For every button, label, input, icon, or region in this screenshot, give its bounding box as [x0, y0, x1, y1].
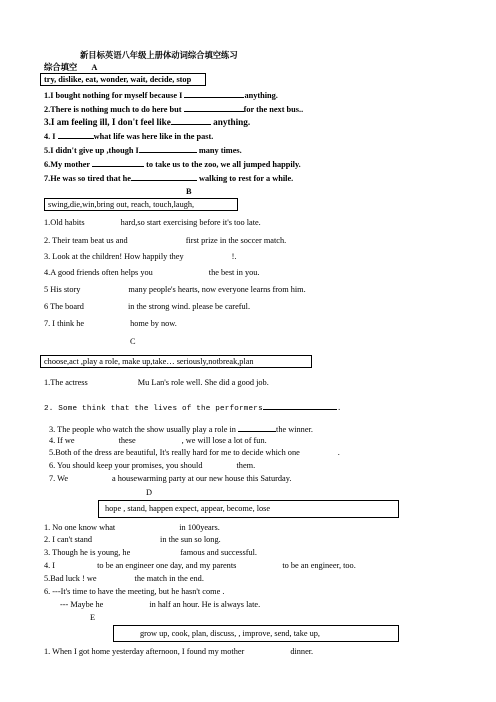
item-text: what life was here like in the past.: [93, 132, 214, 141]
item-text: 7. I think he: [44, 319, 85, 328]
item-text: Mu Lan's role well. She did a good job.: [137, 378, 269, 387]
section-c-letter: C: [130, 337, 136, 346]
section-e-word-box: grow up, cook, plan, discuss, , improve, send, take up,: [113, 625, 399, 642]
item-text: first prize in the soccer match.: [185, 236, 287, 245]
section-b-item-3: [44, 251, 236, 262]
item-text: them.: [236, 461, 256, 470]
item-text: 3. The people who watch the show usually play a role in: [49, 425, 239, 434]
item-text: in half an hour. He is always late.: [149, 600, 261, 609]
section-e-item-1: [44, 646, 313, 657]
section-d-item-4: [44, 560, 356, 571]
item-text: the best in you.: [208, 268, 260, 277]
item-text: to take us to the zoo, we all jumped happily.: [144, 160, 301, 169]
item-text: 5 His story: [44, 285, 81, 294]
item-text: 6. You should keep your promises, you should: [49, 461, 203, 470]
item-text: .: [336, 405, 342, 413]
section-b-letter: B: [186, 187, 192, 196]
section-a-item-4: [44, 130, 213, 142]
answer-blank[interactable]: [184, 103, 244, 112]
item-text: 1.I bought nothing for myself because I: [44, 91, 185, 100]
section-b-item-1: [44, 217, 261, 228]
item-text: 2. I can't stand: [44, 535, 93, 544]
answer-blank[interactable]: [139, 144, 197, 153]
section-d-letter: D: [146, 488, 152, 497]
item-text: 2. Some think that the lives of the performers: [44, 405, 263, 413]
item-text: dinner.: [290, 647, 314, 656]
item-text: 1. No one know what: [44, 523, 116, 532]
section-c-item-7: [49, 473, 291, 484]
answer-blank[interactable]: [131, 172, 197, 181]
item-text: many times.: [196, 146, 242, 155]
section-e-letter: E: [90, 613, 96, 622]
section-a-item-2: [44, 103, 303, 115]
item-text: 4. If we: [49, 436, 75, 445]
answer-blank[interactable]: [171, 116, 211, 125]
item-text: 3.I am feeling ill, I don't feel like: [44, 117, 171, 127]
section-b-item-4: [44, 267, 259, 278]
item-text: 6 The board: [44, 302, 84, 311]
answer-blank[interactable]: [58, 130, 94, 139]
section-d-item-3: [44, 547, 257, 558]
item-text: 5.Bad luck ! we: [44, 574, 97, 583]
section-a-item-1: [44, 89, 278, 101]
section-a-heading-label: 综合填空: [44, 63, 78, 72]
item-text: 3. Look at the children! How happily they: [44, 252, 184, 261]
section-d-item-1: [44, 522, 220, 533]
item-text: 4.A good friends often helps you: [44, 268, 153, 277]
section-a-heading: [44, 62, 97, 73]
answer-blank[interactable]: [184, 89, 244, 98]
item-text: in the strong wind. please be careful.: [127, 302, 251, 311]
item-text: home by now.: [130, 319, 177, 328]
section-c-item-4: [49, 435, 267, 446]
item-text: anything.: [210, 117, 251, 127]
section-d-item-6: [44, 586, 224, 597]
section-a-item-3: [44, 116, 250, 128]
item-text: anything.: [244, 91, 278, 100]
item-text: !.: [231, 252, 237, 261]
item-text: for the next bus..: [243, 105, 304, 114]
item-text: 5.Both of the dress are beautiful, It's really hard for me to decide which one: [49, 448, 300, 457]
section-d-item-6-reply: [60, 599, 260, 610]
item-text: 7.He was so tired that he: [44, 174, 131, 183]
item-text: 3. Though he is young, he: [44, 548, 131, 557]
section-a-word-box: try, dislike, eat, wonder, wait, decide, stop: [40, 73, 206, 86]
item-text: 2.There is nothing much to do here but: [44, 105, 184, 114]
item-text: these: [118, 436, 136, 445]
item-text: 6.My mother: [44, 160, 93, 169]
section-a-item-6: [44, 158, 301, 170]
item-text: , we will lose a lot of fun.: [181, 436, 267, 445]
item-text: --- Maybe he: [60, 600, 104, 609]
section-c-item-3: [49, 423, 313, 435]
section-d-word-box: hope , stand, happen expect, appear, become, lose: [98, 500, 399, 518]
item-text: 5.I didn't give up ,though I: [44, 146, 139, 155]
section-b-item-7: [44, 318, 177, 329]
section-b-item-2: [44, 235, 286, 246]
item-text: famous and successful.: [180, 548, 258, 557]
item-text: many people's hearts, now everyone learns from him.: [128, 285, 306, 294]
item-text: a housewarming party at our new house this Saturday.: [112, 474, 292, 483]
item-text: 1.Old habits: [44, 218, 85, 227]
section-b-word-box: swing,die,win,bring out, reach, touch,laugh,: [44, 198, 238, 211]
item-text: 1. When I got home yesterday afternoon, I found my mother: [44, 647, 245, 656]
item-text: .: [337, 448, 340, 457]
item-text: 1.The actress: [44, 378, 88, 387]
item-text: hard,so start exercising before it's too late.: [120, 218, 261, 227]
item-text: the winner.: [276, 425, 313, 434]
section-a-item-5: [44, 144, 242, 156]
section-d-item-2: [44, 534, 221, 545]
section-c-item-2: [44, 401, 342, 415]
item-text: walking to rest for a while.: [196, 174, 294, 183]
section-c-item-6: [49, 460, 255, 471]
page-title: 新目标英语八年级上册体动词综合填空练习: [80, 51, 238, 60]
section-d-item-5: [44, 573, 204, 584]
answer-blank[interactable]: [238, 423, 276, 432]
section-c-item-5: [49, 447, 340, 458]
item-text: to be an engineer one day, and my parents: [97, 561, 237, 570]
item-text: 7. We: [49, 474, 68, 483]
item-text: to be an engineer, too.: [282, 561, 356, 570]
item-text: 4. I: [44, 132, 58, 141]
section-c-item-1: [44, 377, 269, 388]
item-text: 6. ---It's time to have the meeting, but he hasn't come .: [44, 587, 225, 596]
answer-blank[interactable]: [263, 401, 337, 410]
item-text: in 100years.: [179, 523, 220, 532]
section-b-item-6: [44, 301, 250, 312]
item-text: 4. I: [44, 561, 56, 570]
item-text: the match in the end.: [134, 574, 204, 583]
answer-blank[interactable]: [92, 158, 144, 167]
section-a-item-7: [44, 172, 293, 184]
item-text: 2. Their team beat us and: [44, 236, 128, 245]
section-a-letter: A: [91, 63, 98, 72]
section-c-word-box: choose,act ,play a role, make up,take… seriously,notbreak,plan: [40, 355, 312, 368]
item-text: in the sun so long.: [160, 535, 221, 544]
section-b-item-5: [44, 284, 306, 295]
